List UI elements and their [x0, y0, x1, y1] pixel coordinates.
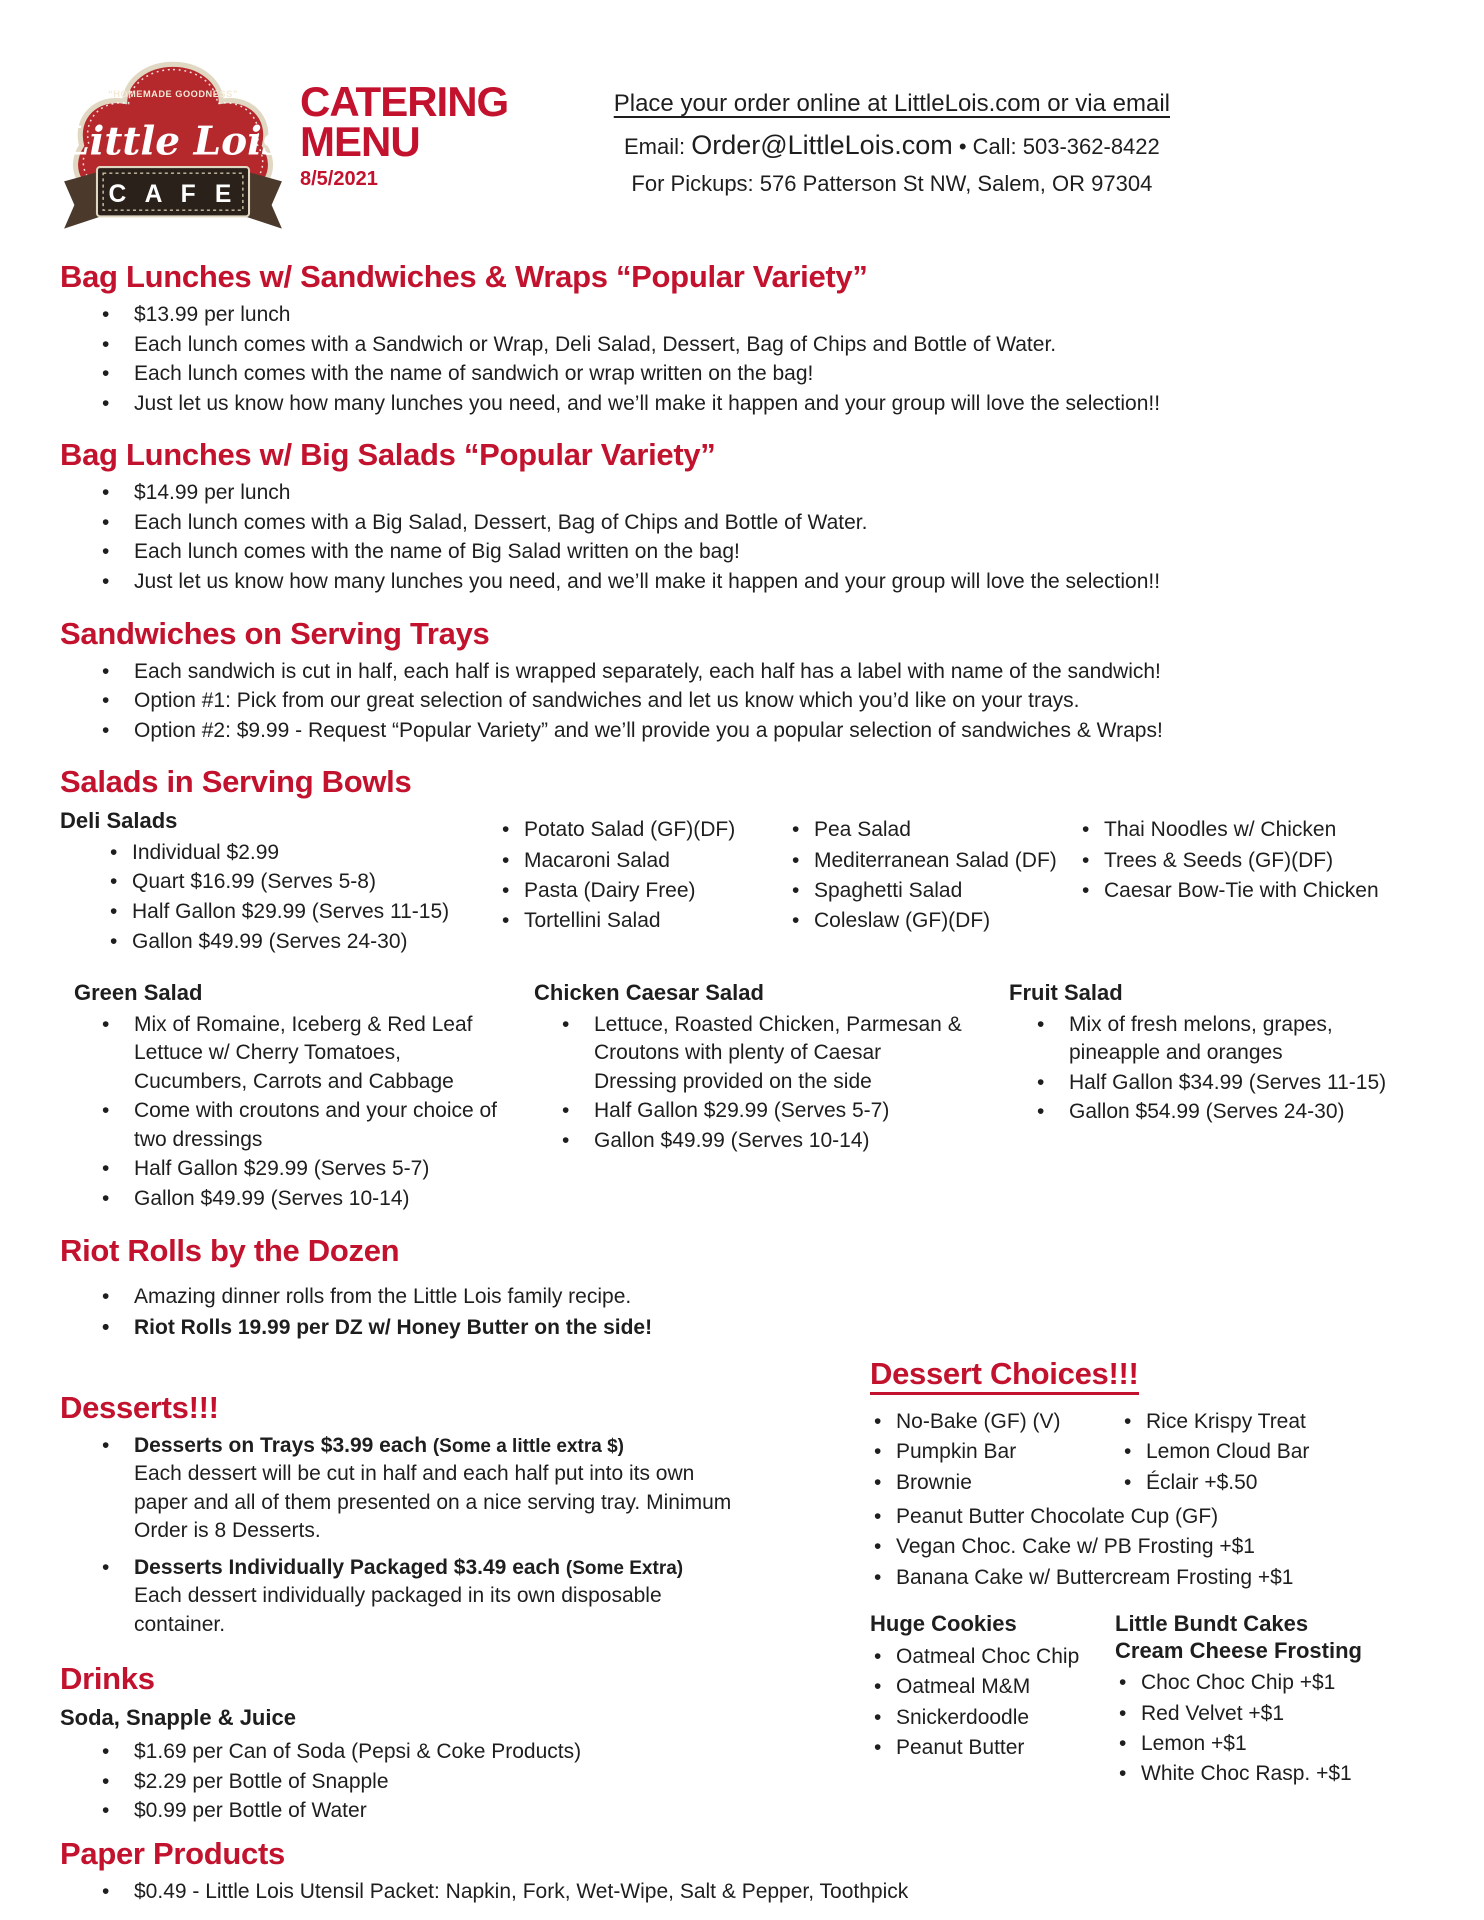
logo-script-text: Little Lois — [62, 118, 284, 165]
bullet-item: • Gallon $49.99 (Serves 10-14) — [560, 1127, 965, 1156]
bullet-list — [100, 1011, 510, 1214]
bullet-item: • Gallon $49.99 (Serves 24-30) — [108, 928, 500, 957]
dessert-pricing-item — [100, 1554, 870, 1640]
email-label: Email: — [623, 134, 692, 160]
section-heading: Salads in Serving Bowls — [60, 764, 412, 800]
fruit-salad-title: Fruit Salad — [1009, 980, 1123, 1006]
menu-title-line2: MENU — [300, 118, 420, 166]
bullet-item: • Just let us know how many lunches you need, and we’ll make it happen and your group will love the selection!! — [100, 568, 1420, 597]
contact-info — [614, 58, 1170, 199]
bullet-item: • Lemon +$1 — [1117, 1729, 1420, 1759]
bullet-item: • $0.49 - Little Lois Utensil Packet: Napkin, Fork, Wet-Wipe, Salt & Pepper, Toothpick — [100, 1878, 1420, 1907]
bullet-item: • White Choc Rasp. +$1 — [1117, 1759, 1420, 1789]
bullet-item: • Vegan Choc. Cake w/ PB Frosting +$1 — [872, 1532, 1420, 1562]
bullet-item: • Half Gallon $34.99 (Serves 11-15) — [1035, 1069, 1420, 1098]
bullet-item: • Quart $16.99 (Serves 5-8) — [108, 868, 500, 897]
bullet-item: • Option #1: Pick from our great selection of sandwiches and let us know which you’d like on your trays. — [100, 687, 1420, 716]
section-desserts — [60, 1391, 870, 1640]
bullet-item: • Spaghetti Salad — [790, 877, 1080, 904]
bullet-item: • $0.99 per Bottle of Water — [100, 1797, 870, 1826]
bullet-list — [100, 301, 1420, 418]
bullet-item: • Tortellini Salad — [500, 907, 790, 934]
bullet-item: • Trees & Seeds (GF)(DF) — [1080, 847, 1420, 874]
menu-title-line1: CATERING — [300, 78, 509, 125]
bullet-item: • Éclair +$.50 — [1122, 1468, 1420, 1498]
menu-title-block — [300, 58, 508, 191]
section-bag-lunches-salads — [60, 438, 1420, 596]
bullet-item: • Lemon Cloud Bar — [1122, 1437, 1420, 1467]
bullet-item: • Lettuce, Roasted Chicken, Parmesan & Croutons with plenty of Caesar Dressing provided on the side — [560, 1011, 965, 1097]
bullet-item: • Pasta (Dairy Free) — [500, 877, 790, 904]
bullet-item: • Riot Rolls 19.99 per DZ w/ Honey Butter on the side! — [100, 1314, 1420, 1343]
section-paper-products — [60, 1837, 1420, 1907]
bullet-item: • Each lunch comes with a Sandwich or Wrap, Deli Salad, Dessert, Bag of Chips and Bottle of Water. — [100, 331, 1420, 360]
section-heading: Bag Lunches w/ Sandwiches & Wraps “Popular Variety” — [60, 259, 868, 294]
bullet-item: • Potato Salad (GF)(DF) — [500, 816, 790, 843]
email-phone-line — [614, 128, 1170, 163]
bullet-item: • $2.29 per Bottle of Snapple — [100, 1768, 870, 1797]
drinks-subhead: Soda, Snapple & Juice — [60, 1704, 296, 1730]
section-salads — [60, 765, 1420, 1214]
bullet-item: • Peanut Butter Chocolate Cup (GF) — [872, 1502, 1420, 1532]
bullet-list — [100, 1283, 1420, 1343]
bullet-item: • Brownie — [872, 1468, 1120, 1498]
bullet-list — [872, 1642, 1115, 1764]
cafe-logo — [60, 58, 286, 240]
section-riot-rolls — [60, 1234, 1420, 1342]
dessert-price-description: Each dessert individually packaged in its own disposable container. — [134, 1584, 662, 1636]
section-heading: Bag Lunches w/ Big Salads “Popular Variety” — [60, 437, 716, 473]
deli-salads-title: Deli Salads — [60, 808, 178, 834]
bullet-item: • Mix of fresh melons, grapes, pineapple and oranges — [1035, 1011, 1420, 1068]
fruit-salad-block — [965, 979, 1420, 1214]
green-salad-block — [60, 979, 510, 1214]
section-heading: Desserts!!! — [60, 1389, 219, 1425]
section-heading: Paper Products — [60, 1835, 285, 1871]
bullet-list — [1035, 1011, 1420, 1127]
bullet-item: • Coleslaw (GF)(DF) — [790, 907, 1080, 934]
bullet-item: • Mix of Romaine, Iceberg & Red Leaf Lettuce w/ Cherry Tomatoes, Cucumbers, Carrots and Cabbage — [100, 1011, 510, 1097]
bullet-list — [100, 479, 1420, 596]
bullet-item: • Oatmeal Choc Chip — [872, 1642, 1115, 1672]
bundt-cakes-title-line2: Cream Cheese Frosting — [1115, 1637, 1362, 1663]
bullet-item: • Gallon $49.99 (Serves 10-14) — [100, 1185, 510, 1214]
bullet-item: • Choc Choc Chip +$1 — [1117, 1668, 1420, 1698]
logo-banner-text: C A F E — [108, 180, 238, 208]
bullet-item: • Each lunch comes with a Big Salad, Dessert, Bag of Chips and Bottle of Water. — [100, 509, 1420, 538]
deli-column-3 — [1080, 813, 1420, 957]
section-heading: Drinks — [60, 1660, 155, 1696]
bullet-item: • Banana Cake w/ Buttercream Frosting +$1 — [872, 1563, 1420, 1593]
bullet-item: • No-Bake (GF) (V) — [872, 1407, 1120, 1437]
dessert-choices-wide-list — [872, 1502, 1420, 1593]
section-dessert-choices — [870, 1357, 1420, 1790]
bullet-item: • Pumpkin Bar — [872, 1437, 1120, 1467]
bullet-item: • Pea Salad — [790, 816, 1080, 843]
bullet-item: • Rice Krispy Treat — [1122, 1407, 1420, 1437]
bullet-item: • Amazing dinner rolls from the Little Lois family recipe. — [100, 1283, 1420, 1312]
bullet-item: • Caesar Bow-Tie with Chicken — [1080, 877, 1420, 904]
ribbon-left-wing — [64, 171, 101, 229]
bullet-item: • Thai Noodles w/ Chicken — [1080, 816, 1420, 843]
deli-salads-grid — [60, 807, 1420, 957]
bundt-cakes-block — [1115, 1611, 1420, 1790]
bundt-cakes-title-line1: Little Bundt Cakes — [1115, 1611, 1309, 1637]
right-column — [870, 1357, 1420, 1827]
dessert-price-note: (Some Extra) — [565, 1557, 684, 1579]
logo-tagline: “HOMEMADE GOODNESS” — [108, 89, 238, 100]
dessert-pricing-item — [100, 1432, 870, 1546]
deli-column-2 — [790, 813, 1080, 957]
dessert-price-bold: Desserts Individually Packaged $3.49 each — [134, 1555, 566, 1579]
huge-cookies-title: Huge Cookies — [870, 1611, 1017, 1637]
page-header — [60, 58, 1420, 240]
deli-sizes-block — [60, 807, 500, 957]
bullet-list — [100, 1878, 1420, 1907]
dessert-pricing-list — [100, 1432, 870, 1640]
bullet-item: • Just let us know how many lunches you need, and we’ll make it happen and your group will love the selection!! — [100, 390, 1420, 419]
chicken-caesar-title: Chicken Caesar Salad — [534, 980, 764, 1006]
ribbon-right-wing — [245, 171, 282, 229]
order-online-line: Place your order online at LittleLois.com or via email — [613, 90, 1170, 117]
bullet-list — [100, 1738, 870, 1826]
bullet-item: • Half Gallon $29.99 (Serves 5-7) — [100, 1155, 510, 1184]
bullet-item: • $1.69 per Can of Soda (Pepsi & Coke Products) — [100, 1738, 870, 1767]
cookies-bundt-grid — [870, 1611, 1420, 1790]
section-sandwich-trays — [60, 617, 1420, 746]
bullet-item: • Half Gallon $29.99 (Serves 5-7) — [560, 1097, 965, 1126]
cafe-logo-badge-icon — [60, 58, 286, 235]
dessert-price-note: (Some a little extra $) — [432, 1435, 624, 1457]
bullet-item: • $13.99 per lunch — [100, 301, 1420, 330]
deli-sizes-list — [108, 839, 500, 956]
chicken-caesar-block — [510, 979, 965, 1214]
bullet-item: • Mediterranean Salad (DF) — [790, 847, 1080, 874]
section-bag-lunches-sandwiches — [60, 260, 1420, 418]
dessert-price-description: Each dessert will be cut in half and each half put into its own paper and all of them presented on a nice serving tray. Minimum Order is 8 Desserts. — [134, 1462, 732, 1543]
specialty-salads-grid — [60, 979, 1420, 1214]
bullet-item: • Individual $2.99 — [108, 839, 500, 868]
dessert-choices-col1 — [872, 1407, 1120, 1498]
green-salad-title: Green Salad — [74, 980, 203, 1006]
section-heading: Riot Rolls by the Dozen — [60, 1233, 400, 1269]
bullet-item: • $14.99 per lunch — [100, 479, 1420, 508]
bullet-item: • Half Gallon $29.99 (Serves 11-15) — [108, 898, 500, 927]
bullet-list — [560, 1011, 965, 1156]
section-heading: Dessert Choices!!! — [870, 1357, 1139, 1395]
bullet-item: • Snickerdoodle — [872, 1703, 1115, 1733]
bullet-item: • Gallon $54.99 (Serves 24-30) — [1035, 1098, 1420, 1127]
huge-cookies-block — [870, 1611, 1115, 1790]
dessert-price-bold: Desserts on Trays $3.99 each — [134, 1433, 433, 1457]
desserts-drinks-columns — [60, 1357, 1420, 1827]
bullet-item: • Each lunch comes with the name of Big Salad written on the bag! — [100, 538, 1420, 567]
bullet-item: • Option #2: $9.99 - Request “Popular Variety” and we’ll provide you a popular selection of sandwiches & Wraps! — [100, 717, 1420, 746]
section-drinks — [60, 1662, 870, 1826]
bullet-item: • Peanut Butter — [872, 1733, 1115, 1763]
menu-date: 8/5/2021 — [300, 167, 378, 190]
bullet-item: • Macaroni Salad — [500, 847, 790, 874]
dessert-choices-grid — [870, 1403, 1420, 1498]
phone-number: • Call: 503-362-8422 — [952, 134, 1160, 160]
bullet-item: • Each sandwich is cut in half, each half is wrapped separately, each half has a label with name of the sandwich! — [100, 658, 1420, 687]
left-column — [60, 1357, 870, 1827]
pickup-address-line: For Pickups: 576 Patterson St NW, Salem, OR 97304 — [631, 171, 1153, 197]
bullet-item: • Red Velvet +$1 — [1117, 1699, 1420, 1729]
bullet-item: • Come with croutons and your choice of two dressings — [100, 1097, 510, 1154]
email-address: Order@LittleLois.com — [691, 130, 953, 161]
bullet-item: • Oatmeal M&M — [872, 1672, 1115, 1702]
dessert-choices-col2 — [1122, 1407, 1420, 1498]
section-heading: Sandwiches on Serving Trays — [60, 615, 490, 651]
bullet-list — [100, 658, 1420, 746]
deli-column-1 — [500, 813, 790, 957]
bullet-list — [1117, 1668, 1420, 1790]
bullet-item: • Each lunch comes with the name of sandwich or wrap written on the bag! — [100, 360, 1420, 389]
